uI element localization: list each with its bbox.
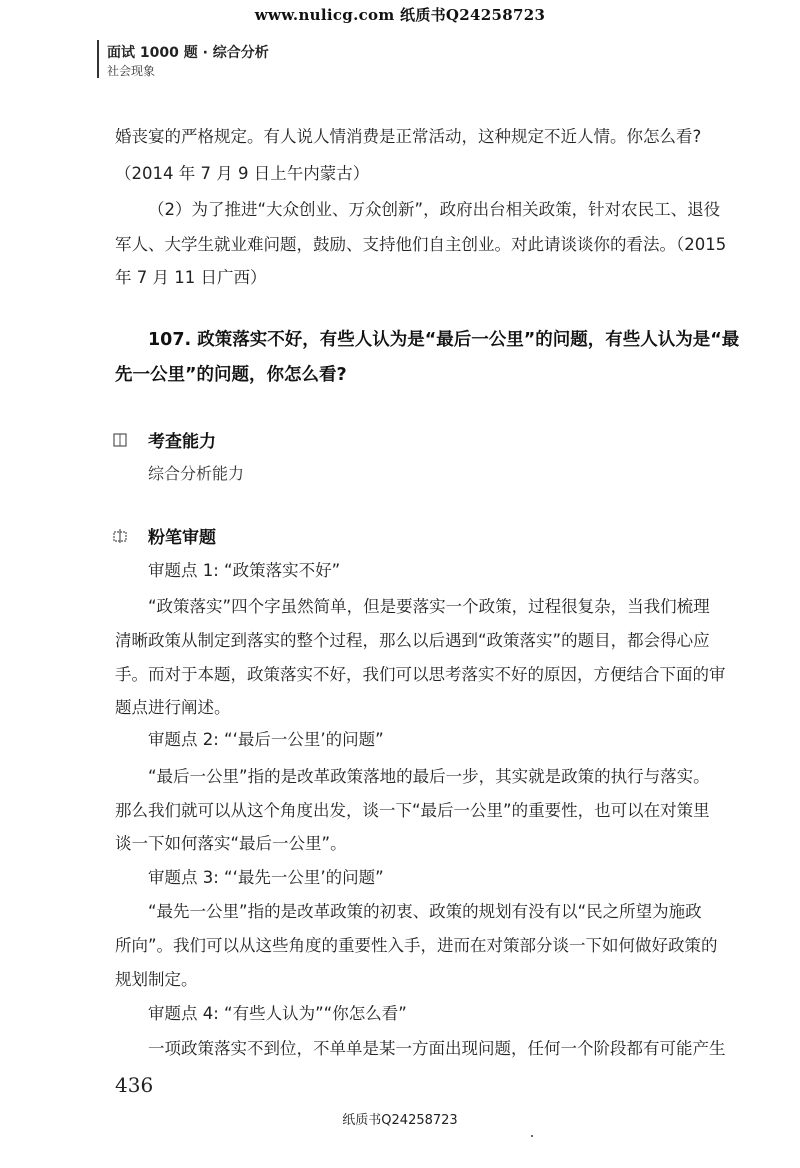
running-header-subtitle: 社会现象 bbox=[107, 64, 156, 78]
review-line: 所向”。我们可以从这些角度的重要性入手，进而在对策部分谈一下如何做好政策的 bbox=[115, 936, 718, 955]
review-heading: 粉笔审题 bbox=[148, 528, 216, 548]
review-line: “最先一公里”指的是改革政策的初衷、政策的规划有没有以“民之所望为施政 bbox=[148, 902, 702, 921]
header-rule bbox=[97, 40, 99, 78]
review-icon bbox=[113, 528, 127, 542]
page-number: 436 bbox=[115, 1073, 154, 1097]
watermark-top: www.nulicg.com 纸质书Q24258723 bbox=[254, 6, 546, 24]
watermark-bottom: 纸质书Q24258723 bbox=[342, 1113, 458, 1128]
text-line: （2014 年 7 月 9 日上午内蒙古） bbox=[115, 164, 370, 183]
review-point-title: 审题点 2: “‘最后一公里’的问题” bbox=[148, 730, 384, 749]
review-line: 谈一下如何落实“最后一公里”。 bbox=[115, 834, 347, 853]
book-icon bbox=[113, 432, 127, 446]
running-header-title: 面试 1000 题 · 综合分析 bbox=[107, 45, 269, 61]
review-line: 规划制定。 bbox=[115, 970, 198, 989]
review-point-title: 审题点 3: “‘最先一公里’的问题” bbox=[148, 868, 384, 887]
review-line: 手。而对于本题，政策落实不好，我们可以思考落实不好的原因，方便结合下面的审 bbox=[115, 665, 726, 684]
ability-text: 综合分析能力 bbox=[148, 464, 245, 483]
question-line: 先一公里”的问题，你怎么看? bbox=[115, 365, 347, 385]
review-line: “最后一公里”指的是改革政策落地的最后一步，其实就是政策的执行与落实。 bbox=[148, 767, 710, 786]
text-line: （2）为了推进“大众创业、万众创新”，政府出台相关政策，针对农民工、退役 bbox=[148, 200, 721, 219]
review-line: 那么我们就可以从这个角度出发，谈一下“最后一公里”的重要性，也可以在对策里 bbox=[115, 801, 710, 820]
scan-speck bbox=[531, 1135, 533, 1137]
text-line: 军人、大学生就业难问题，鼓励、支持他们自主创业。对此请谈谈你的看法。（2015 bbox=[115, 235, 727, 254]
ability-heading: 考查能力 bbox=[148, 432, 216, 452]
review-point-title: 审题点 1: “政策落实不好” bbox=[148, 561, 341, 580]
text-line: 年 7 月 11 日广西） bbox=[115, 268, 267, 287]
question-line: 107. 政策落实不好，有些人认为是“最后一公里”的问题，有些人认为是“最 bbox=[148, 330, 740, 350]
review-line: 题点进行阐述。 bbox=[115, 698, 231, 717]
review-line: 一项政策落实不到位，不单单是某一方面出现问题，任何一个阶段都有可能产生 bbox=[148, 1039, 726, 1058]
review-point-title: 审题点 4: “有些人认为”“你怎么看” bbox=[148, 1004, 407, 1023]
review-line: “政策落实”四个字虽然简单，但是要落实一个政策，过程很复杂，当我们梳理 bbox=[148, 597, 710, 616]
review-line: 清晰政策从制定到落实的整个过程，那么以后遇到“政策落实”的题目，都会得心应 bbox=[115, 631, 710, 650]
text-line: 婚丧宴的严格规定。有人说人情消费是正常活动，这种规定不近人情。你怎么看? bbox=[115, 127, 702, 146]
